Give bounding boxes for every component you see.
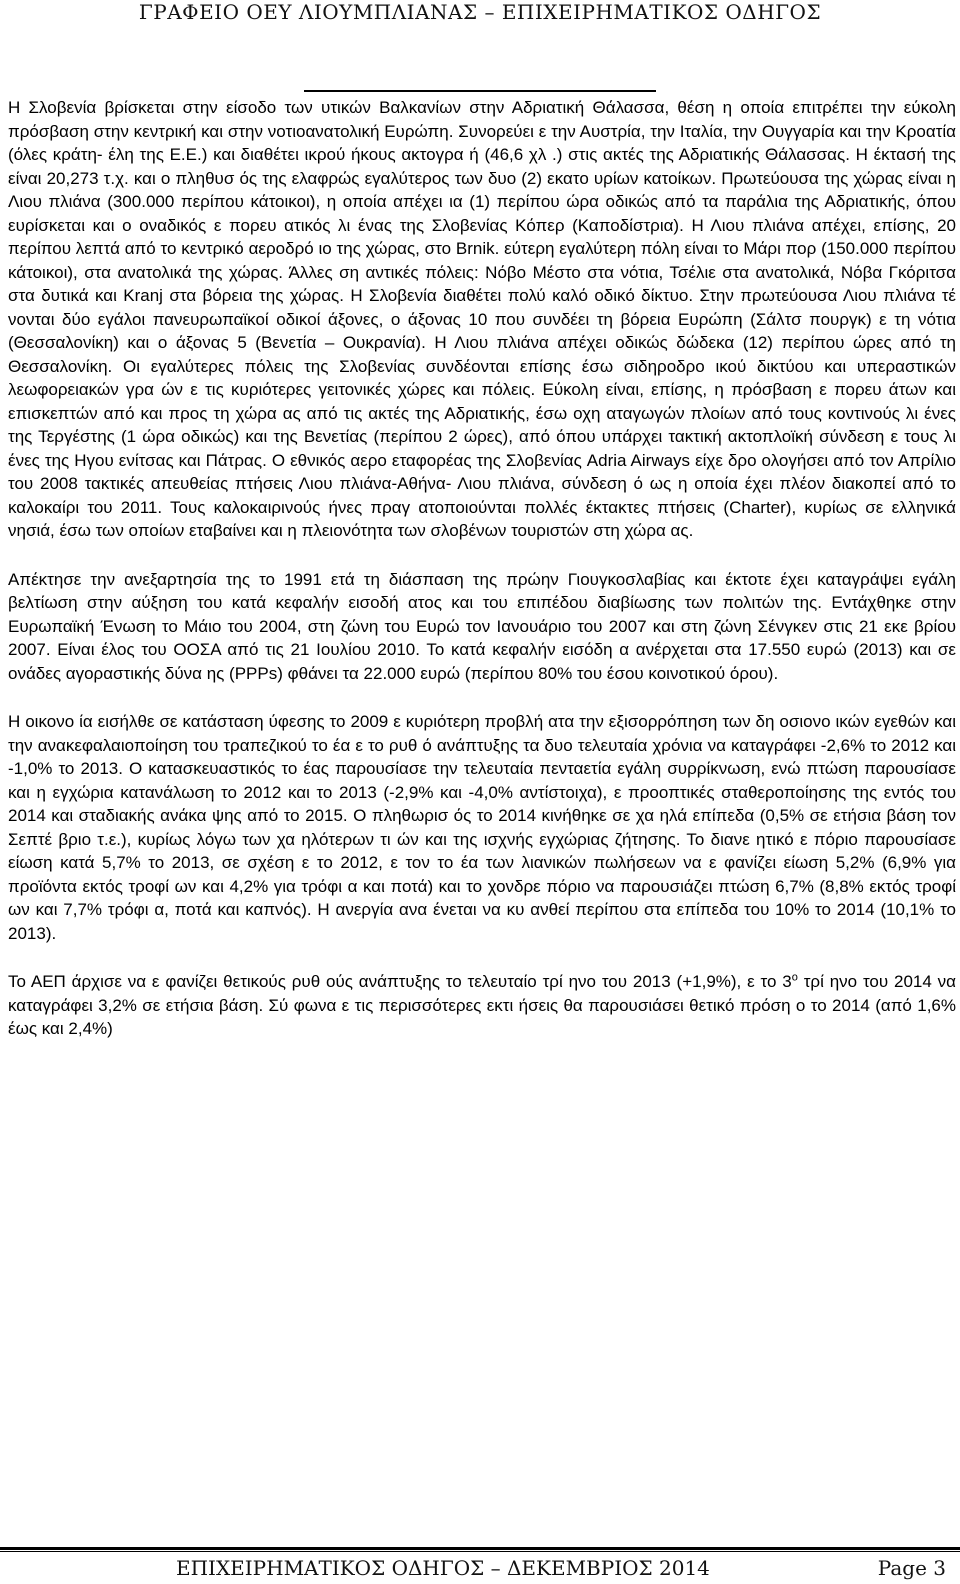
paragraph-geography: Η Σλοβενία βρίσκεται στην είσοδο των υτικών Βαλκανίων στην Αδριατική Θάλασσα, θέση η οποία επιτρέπει την εύκολη πρόσβαση στην κεντρική και στην νοτιοανατολική Ευρώπη. Συνορεύει ε την Αυστρία, την Ιταλία, την Ουγγαρία και την Κροατία (όλες κράτη- έλη της Ε.Ε.) και διαθέτει ικρού ήκους ακτογρα ή (46,6 χλ .) στις ακτές της Αδριατικής Θάλασσας. Η έκτασή της είναι 20,273 τ.χ. και ο πληθυσ ός της ελαφρώς εγαλύτερος των δυο (2) εκατο υρίων κατοίκων. Πρωτεύουσα της χώρας είναι η Λιου πλιάνα (300.000 περίπου κάτοικοι), η οποία απέχει ια (1) περίπου ώρα οδικώς από τα παράλια της Αδριατικής, όπου ευρίσκεται και ο οναδικός ε πορευ ατικός λι ένας της Σλοβενίας Κόπερ (Καποδίστρια). Η Λιου πλιάνα απέχει, επίσης, 20 περίπου λεπτά από το κεντρικό αεροδρό ιο της χώρας, στο Brnik. εύτερη εγαλύτερη πόλη είναι το Μάρι πορ (150.000 περίπου κάτοικοι), στα ανατολικά της χώρας. Άλλες ση αντικές πόλεις: Νόβο Μέστο στα νότια, Τσέλιε στα ανατολικά, Νόβα Γκόριτσα στα δυτικά και Kranj στα βόρεια της χώρας. Η Σλοβενία διαθέτει πολύ καλό οδικό δίκτυο. Στην πρωτεύουσα Λιου πλιάνα τέ νονται δύο εγάλοι πανευρωπαϊκοί οδικοί άξονες, ο άξονας 10 που συνδέει τη βόρεια Ευρώπη (Σάλτσ πουργκ) ε τη νότια (Θεσσαλονίκη) και ο άξονας 5 (Βενετία – Ουκρανία). Η Λιου πλιάνα απέχει οδικώς δώδεκα (12) περίπου ώρες από τη Θεσσαλονίκη. Οι εγαλύτερες πόλεις της Σλοβενίας συνδέονται επίσης έσω σιδηροδρο ικού δικτύου και υπεραστικών λεωφορειακών γρα ών ε τις κυριότερες γειτονικές χώρες και πόλεις. Εύκολη είναι, επίσης, η πρόσβαση ε πορευ άτων και επισκεπτών από και προς τη χώρα ας από τις ακτές της Αδριατικής, έσω οχη αταγωγών πλοίων από τους κοντινούς λι ένες της Τεργέστης (1 ώρα οδικώς) και της Βενετίας (περίπου 2 ώρες), από όπου υπάρχει τακτική ακτοπλοϊκή σύνδεση ε τους λι ένες της Ηγου ενίτσας και Πάτρας. Ο εθνικός αερο εταφορέας της Σλοβενίας Adria Airways είχε δρο ολογήσει από τον Απρίλιο του 2008 τακτικές απευθείας πτήσεις Λιου πλιάνα-Αθήνα- Λιου πλιάνα, σύνδεση ό ως η οποία έχει πλέον διακοπεί από το καλοκαίρι του 2011. Τους καλοκαιρινούς ήνες πραγ ατοποιούνται πολλές έκτακτες πτήσεις (Charter), κυρίως σε ελληνικά νησιά, έσω των οποίων εταβαίνει και η πλειονότητα των σλοβένων τουριστών στη χώρα ας.: [8, 98, 956, 540]
gdp-text-start: Το ΑΕΠ άρχισε να ε φανίζει θετικούς ρυθ ούς ανάπτυξης το τελευταίο τρί ηνο του 2013 (+1,9%), ε το 3: [8, 972, 792, 991]
paragraph-gdp: [8, 970, 956, 1041]
footer-divider-thick: [0, 1547, 960, 1550]
paragraph-economy: Η οικονο ία εισήλθε σε κατάσταση ύφεσης το 2009 ε κυριότερη προβλή ατα την εξισορρόπηση των δη οσιονο ικών εγεθών και την ανακεφαλαιοποίηση του τραπεζικού το έα ε το ρυθ ό ανάπτυξης τα δυο τελευταία χρόνια να καταγράφει -2,6% το 2012 και -1,0% το 2013. Ο κατασκευαστικός το έας παρουσίασε την τελευταία πενταετία εγάλη συρρίκνωση, ενώ πτώση παρουσίασε και η εγχώρια κατανάλωση το 2012 και το 2013 (-2,9% και -4,0% αντίστοιχα), ε προοπτικές σταθεροποίησης της εντός του 2014 και σταδιακής ανάκα ψης από το 2015. Ο πληθωρισ ός το 2014 κινήθηκε σε χα ηλά επίπεδα (0,5% σε ετήσια βάση τον Σεπτέ βριο τ.ε.), κυρίως λόγω των χα ηλότερων τι ών και της ισχνής εγχώριας ζήτησης. Το διανε ητικό ε πόριο παρουσίασε είωση κατά 5,7% το 2013, σε σχέση ε το 2012, ε τον το έα των λιανικών πωλήσεων να ε φανίζει είωση 5,2% (6,9% για προϊόντα εκτός τροφί ων και 4,2% για τρόφι α και ποτά) και το χονδρε πόριο να παρουσιάζει πτώση 6,7% (8,8% εκτός τροφί ων και 7,7% τρόφι α, ποτά και καπνός). Η ανεργία ανα ένεται να κυ ανθεί περίπου στα επίπεδα του 10% το 2014 (10,1% το 2013).: [8, 712, 956, 943]
gdp-text-end: τρί ηνο του 2014 να καταγράφει 3,2% σε ετήσια βάση. Σύ φωνα ε τις περισσότερες εκτι ήσεις θα παρουσιάσει θετικό πρόση ο το 2014 (από 1,6% έως και 2,4%): [8, 972, 956, 1038]
running-header: ΓΡΑΦΕΙΟ ΟΕΥ ΛΙΟΥΜΠΛΙΑΝΑΣ – ΕΠΙΧΕΙΡΗΜΑΤΙΚΟΣ ΟΔΗΓΟΣ: [138, 0, 822, 24]
footer-divider-thin: [0, 1551, 960, 1552]
paragraph-independence: Απέκτησε την ανεξαρτησία της το 1991 ετά τη διάσπαση της πρώην Γιουγκοσλαβίας και έκτοτε έχει καταγράψει εγάλη βελτίωση στην αύξηση του κατά κεφαλήν εισοδή ατος και του επιπέδου διαβίωσης των πολιτών της. Εντάχθηκε στην Ευρωπαϊκή Ένωση το Μάιο του 2004, στη ζώνη του Ευρώ τον Ιανουάριο του 2007 και στη ζώνη Σένγκεν στις 21 εκε βρίου 2007. Είναι έλος του ΟΟΣΑ από τις 21 Ιουλίου 2010. Το κατά κεφαλήν εισόδη α ανέρχεται στα 17.550 ευρώ (2013) και σε ονάδες αγοραστικής δύνα ης (PPPs) φθάνει τα 22.000 ευρώ (περίπου 80% του έσου κοινοτικού όρου).: [8, 569, 956, 683]
page-number: Page 3: [877, 1556, 946, 1580]
document-body: [8, 96, 956, 1066]
header-divider: [304, 90, 656, 92]
footer-title: ΕΠΙΧΕΙΡΗΜΑΤΙΚΟΣ ΟΔΗΓΟΣ – ΔΕΚΕΜΒΡΙΟΣ 2014: [176, 1556, 710, 1580]
ordinal-superscript: ο: [791, 971, 798, 984]
